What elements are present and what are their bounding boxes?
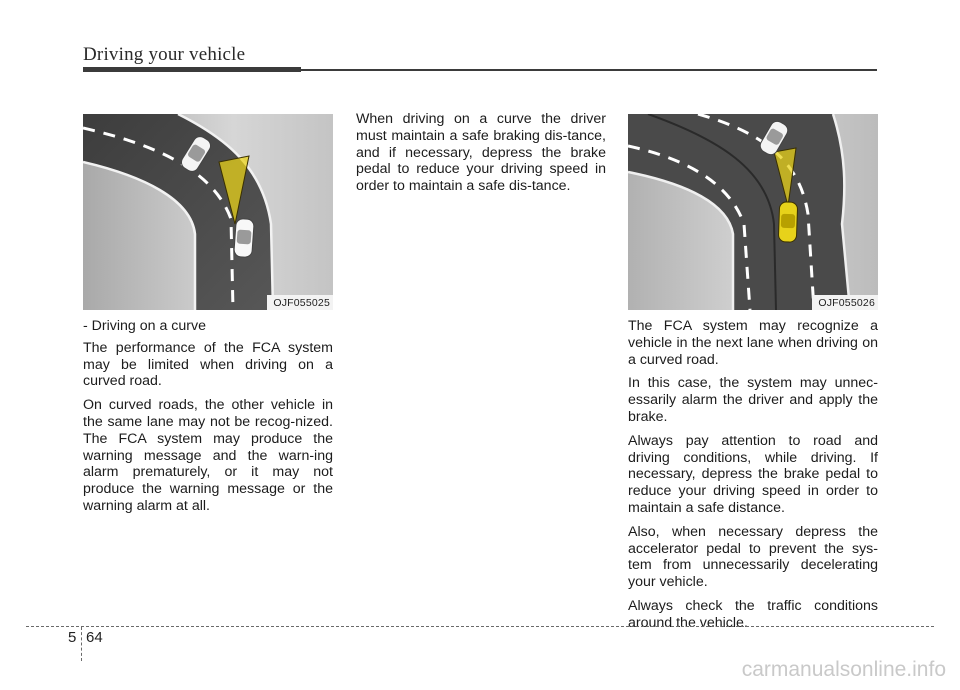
curve-road-illustration	[83, 114, 333, 310]
paragraph: On curved roads, the other vehicle in the same lane may not be recog-nized. The FCA system may produce the warning message and the warn-ing alarm prematurely, or it may not produce the warning message or the warning alarm at all.	[83, 397, 333, 514]
two-lane-curve-illustration	[628, 114, 878, 310]
paragraph: The FCA system may recognize a vehicle in the next lane when driving on a curved road.	[628, 318, 878, 368]
footer-dashed-rule	[26, 626, 934, 627]
text-column-right	[628, 318, 878, 639]
text-column-left	[83, 318, 333, 522]
paragraph: Always check the traffic conditions around the vehicle.	[628, 597, 878, 631]
figure-curve-same-lane	[83, 114, 333, 310]
figure-curve-next-lane	[628, 114, 878, 310]
paragraph: In this case, the system may unnec-essarily alarm the driver and apply the brake.	[628, 375, 878, 425]
figure-code: OJF055026	[812, 295, 878, 310]
paragraph: The performance of the FCA system may be limited when driving on a curved road.	[83, 339, 333, 390]
header-rule-thin	[301, 69, 877, 71]
header-rule-thick	[83, 67, 301, 72]
own-car	[778, 202, 797, 243]
paragraph: When driving on a curve the driver must maintain a safe braking dis-tance, and if necessary, depress the brake pedal to reduce your driving speed in order to maintain a safe dis-tance.	[356, 111, 606, 195]
page-header-title: Driving your vehicle	[83, 44, 246, 65]
paragraph: Also, when necessary depress the accelerator pedal to prevent the sys-tem from unnecessarily decelerating your vehicle.	[628, 523, 878, 591]
text-column-middle	[356, 111, 606, 202]
figure-code: OJF055025	[267, 295, 333, 310]
footer-dashed-divider	[81, 627, 82, 661]
page-number: 64	[86, 629, 103, 646]
section-subhead: - Driving on a curve	[83, 318, 207, 334]
watermark-text: carmanualsonline.info	[741, 658, 946, 681]
paragraph: Always pay attention to road and driving conditions, while driving. If necessary, depress the brake pedal to reduce your driving speed in order to maintain a safe distance.	[628, 432, 878, 516]
own-car	[234, 218, 255, 257]
chapter-number: 5	[68, 629, 77, 646]
